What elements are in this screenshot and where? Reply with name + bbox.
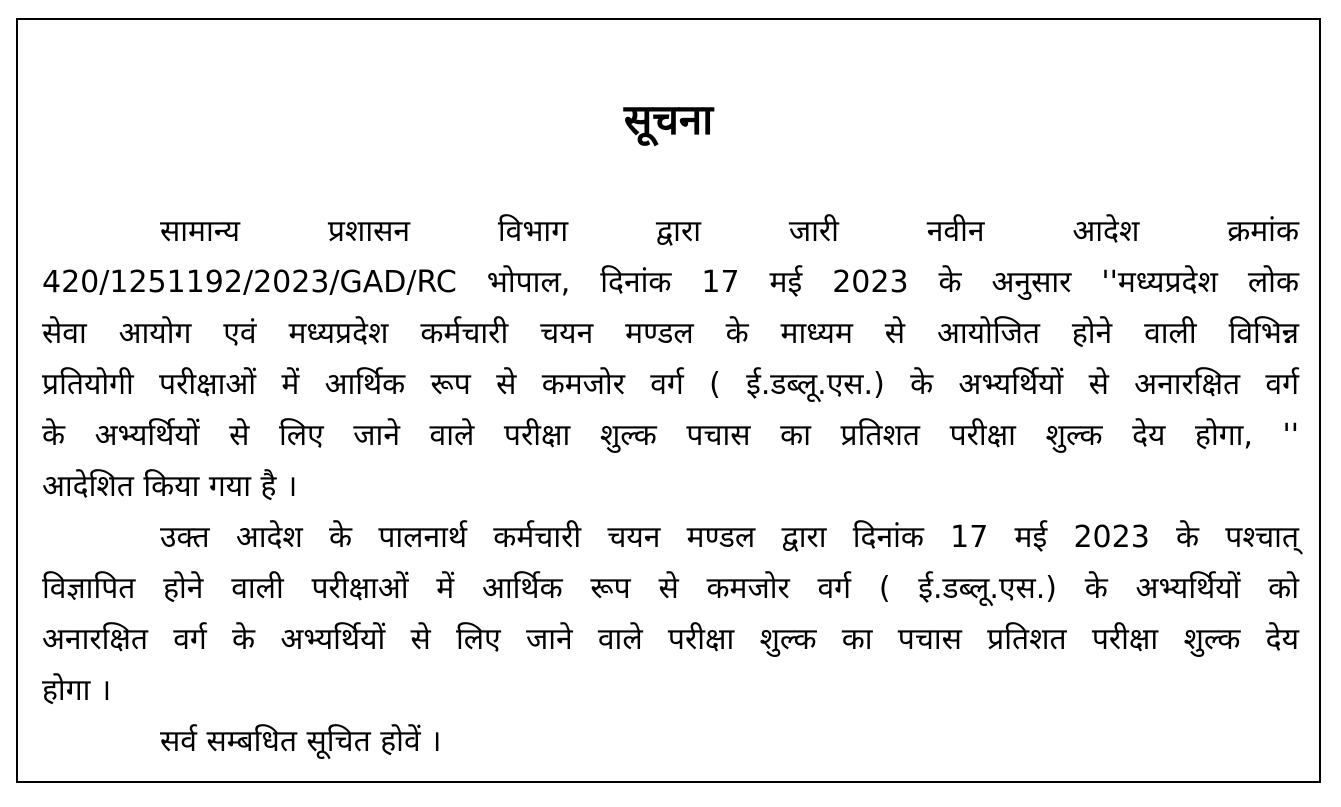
notice-frame [16, 18, 1321, 783]
paragraph1-line4: प्रतियोगी परीक्षाओं में आर्थिक रूप से कमजोर वर्ग ( ई.डब्लू.एस.) के अभ्यर्थियों से अनारक्षित वर्ग [42, 367, 1299, 402]
paragraph1-line6: आदेशित किया गया है । [42, 469, 298, 504]
paragraph-closing [42, 716, 1299, 767]
notice-title: सूचना [623, 95, 714, 144]
paragraph-compliance [42, 512, 1299, 716]
paragraph3-line1: सर्व सम्बधित सूचित होवें । [160, 724, 442, 759]
paragraph1-line5: के अभ्यर्थियों से लिए जाने वाले परीक्षा शुल्क पचास का प्रतिशत परीक्षा शुल्क देय होगा, '' [42, 418, 1299, 453]
paragraph-order-details [42, 206, 1299, 512]
paragraph2-line3: अनारक्षित वर्ग के अभ्यर्थियों से लिए जाने वाले परीक्षा शुल्क का पचास प्रतिशत परीक्षा शुल्क देय [42, 622, 1299, 657]
paragraph2-line4: होगा । [42, 673, 112, 708]
paragraph2-line1: उक्त आदेश के पालनार्थ कर्मचारी चयन मण्डल द्वारा दिनांक 17 मई 2023 के पश्चात् [160, 520, 1299, 555]
paragraph2-line2: विज्ञापित होने वाली परीक्षाओं में आर्थिक रूप से कमजोर वर्ग ( ई.डब्लू.एस.) के अभ्यर्थियों को [42, 571, 1299, 606]
paragraph1-line3: सेवा आयोग एवं मध्यप्रदेश कर्मचारी चयन मण्डल के माध्यम से आयोजित होने वाली विभिन्न [42, 316, 1299, 351]
notice-body [42, 206, 1299, 767]
paragraph1-line1: सामान्य प्रशासन विभाग द्वारा जारी नवीन आदेश क्रमांक [160, 214, 1299, 249]
paragraph1-line2: 420/1251192/2023/GAD/RC भोपाल, दिनांक 17 मई 2023 के अनुसार ''मध्यप्रदेश लोक [42, 265, 1299, 300]
